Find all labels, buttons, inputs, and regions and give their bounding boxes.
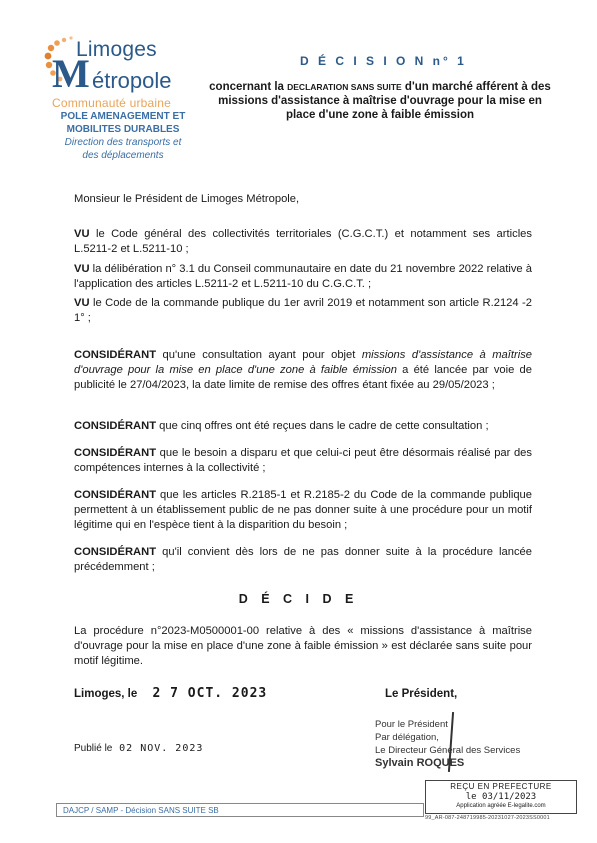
delegation-line3: Le Directeur Général des Services xyxy=(375,745,521,756)
vu-text: la délibération n° 3.1 du Conseil communautaire en date du 21 novembre 2022 relative à l'application des articles L.5211-2 et L.5211-10 du C.G.C.T. ; xyxy=(74,263,532,290)
considerant-2 xyxy=(74,419,532,434)
stamp-line2: le 03/11/2023 xyxy=(465,792,537,802)
considerant-keyword: CONSIDÉRANT xyxy=(74,546,157,558)
considerant-4 xyxy=(74,488,532,533)
signatory-name: Sylvain ROQUES xyxy=(375,757,465,769)
dept-line4: des déplacements xyxy=(82,150,164,161)
decision-title: D É C I S I O N n° 1 xyxy=(300,54,467,68)
decision-subject xyxy=(205,80,555,122)
dept-line1: POLE AMENAGEMENT ET xyxy=(60,111,186,122)
dept-line3: Direction des transports et xyxy=(64,137,182,148)
delegation-line1: Pour le Président xyxy=(375,719,448,730)
vu-paragraph-2 xyxy=(74,262,532,292)
delegation-line2: Par délégation, xyxy=(375,732,439,743)
published-date: 02 NOV. 2023 xyxy=(119,743,204,754)
department-block xyxy=(38,110,208,162)
vu-paragraph-3 xyxy=(74,296,532,326)
signature-date: 2 7 OCT. 2023 xyxy=(152,686,268,701)
vu-keyword: VU xyxy=(74,297,90,309)
logo-subtitle: Communauté urbaine xyxy=(52,96,172,110)
considerant-keyword: CONSIDÉRANT xyxy=(74,349,157,361)
published-label: Publié le xyxy=(74,743,113,754)
logo-line2: étropole xyxy=(92,68,172,93)
stamp-line1: REÇU EN PREFECTURE xyxy=(450,782,552,791)
act-reference: 99_AR-087-248719985-20231027-2023SS0001 xyxy=(425,815,550,821)
considerant-text: que le besoin a disparu et que celui-ci peut être désormais réalisé par des compétences internes à la collectivité ; xyxy=(74,447,532,474)
considerant-text: que les articles R.2185-1 et R.2185-2 du Code de la commande publique permettent à un établissement public de ne pas donner suite à une procédure pour un motif légitime qui en l'espèce tient à la disparition du besoin ; xyxy=(74,489,532,531)
logo xyxy=(44,36,194,110)
vu-keyword: VU xyxy=(74,228,90,240)
considerant-5 xyxy=(74,545,532,575)
subject-small: DECLARATION SANS SUITE xyxy=(287,82,402,92)
logo-m: M xyxy=(52,51,90,96)
dept-line2: MOBILITES DURABLES xyxy=(66,124,180,135)
considerant-text: que cinq offres ont été reçues dans le cadre de cette consultation ; xyxy=(156,420,489,432)
delegation-block xyxy=(375,718,520,770)
decision-text: La procédure n°2023-M0500001-00 relative à des « missions d'assistance à maîtrise d'ouvrage pour la mise en place d'une zone à faible émission » est déclarée sans suite pour motif légitime. xyxy=(74,625,532,667)
salutation: Monsieur le Président de Limoges Métropole, xyxy=(74,193,300,205)
considerant-keyword: CONSIDÉRANT xyxy=(74,447,157,459)
stamp-line3: Application agréée E-legalite.com xyxy=(456,803,546,809)
considerant-1 xyxy=(74,348,532,393)
considerant-keyword: CONSIDÉRANT xyxy=(74,420,157,432)
place-date xyxy=(74,686,267,701)
vu-keyword: VU xyxy=(74,263,90,275)
considerant-text: qu'une consultation ayant pour objet xyxy=(156,349,362,361)
considerant-text: a été lancée par voie de publicité le 27/04/2023, la date limite de remise des offres étant fixée au 29/05/2023 ; xyxy=(74,364,532,391)
considerant-text: qu'il convient dès lors de ne pas donner suite à la procédure lancée précédemment ; xyxy=(74,546,532,573)
footer-reference: DAJCP / SAMP - Décision SANS SUITE SB xyxy=(56,803,424,817)
subject-post: d'un marché afférent à des missions d'assistance à maîtrise d'ouvrage pour la mise en place d'une zone à faible émission xyxy=(218,81,551,121)
considerant-3 xyxy=(74,446,532,476)
vu-text: le Code général des collectivités territoriales (C.G.C.T.) et notamment ses articles L.5211-2 et L.5211-10 ; xyxy=(74,228,532,255)
vu-paragraph-1 xyxy=(74,227,532,257)
considerant-italic: missions d'assistance à maîtrise d'ouvrage pour la mise en place d'une zone à faible émission xyxy=(74,349,533,376)
president-label: Le Président, xyxy=(385,688,458,700)
place-label: Limoges, le xyxy=(74,688,138,700)
vu-text: le Code de la commande publique du 1er avril 2019 et notamment son article R.2124 -2 1° ; xyxy=(74,297,532,324)
logo-line1: Limoges xyxy=(76,38,157,61)
published-line xyxy=(74,743,203,754)
prefecture-stamp xyxy=(425,780,577,814)
decide-heading: D É C I D E xyxy=(238,592,359,606)
subject-pre: concernant la xyxy=(209,81,288,93)
considerant-keyword: CONSIDÉRANT xyxy=(74,489,157,501)
